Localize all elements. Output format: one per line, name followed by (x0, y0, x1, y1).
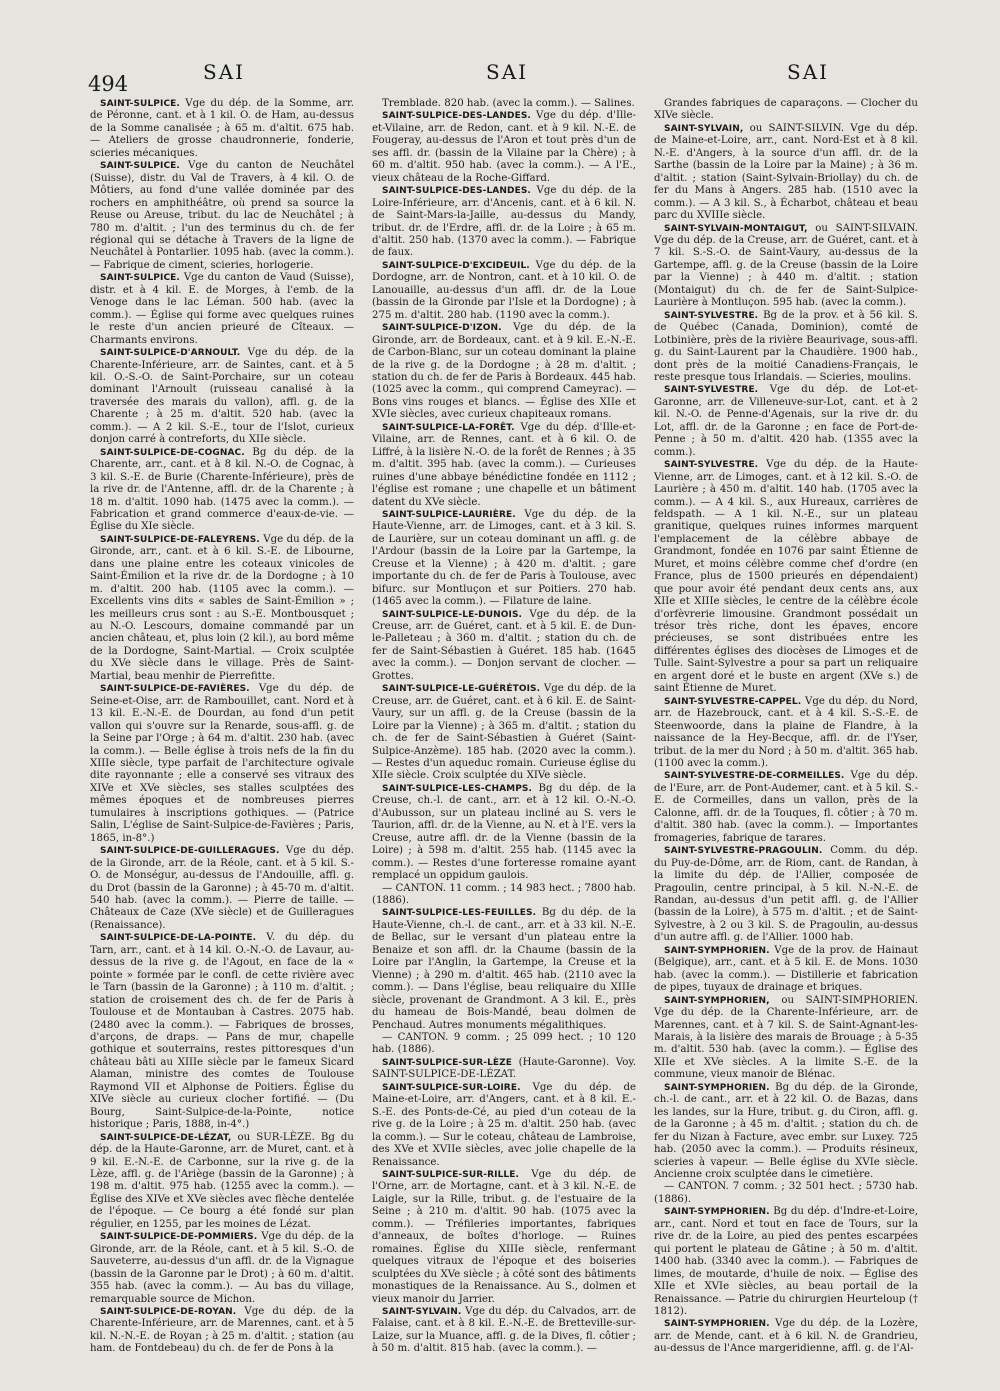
entry-text: Vge du dép. de l'Eure, arr. de Pont-Audemer, cant. et à 5 kil. S.-E. de Cormeilles, dans un vallon, près de la Calonne, affl. dr. de la Touques, fl. côtier ; à 70 m. d'altit. 380 hab. (avec la comm.). — Importantes fromageries, fabrique de tarares. (654, 770, 918, 844)
dictionary-entry (90, 447, 354, 534)
dictionary-entry (654, 384, 918, 459)
dictionary-entry (90, 1231, 354, 1306)
dictionary-entry (90, 272, 354, 347)
dictionary-entry (654, 1318, 918, 1355)
dictionary-entry (372, 1306, 636, 1356)
entry-headword: SAINT-SULPICE-D'ARNOULT. (100, 348, 241, 359)
entry-text: Bg du dép. de la Creuse, ch.-l. de cant., arr. et à 12 kil. O.-N.-O. d'Aubusson, sur un plateau incliné au S. vers le Taurion, affl. dr. de la Vienne, au N. et à l'E. vers la Creuse, autre affl. dr. de la Vienne (bassin de la Loire) ; à 598 m. d'altit. 255 hab. (1145 avec la comm.). — Restes d'une forteresse romaine ayant remplacé un oppidum gaulois. (372, 782, 636, 882)
entry-text: Vge du dép. de la Gironde, arr. de Bordeaux, cant. et à 9 kil. E.-N.-E. de Carbon-Blanc, sur un coteau dominant la plaine de la rive g. de la Dordogne ; à 28 m. d'altit. ; station du ch. de fer de Paris à Bordeaux. 445 hab. (1025 avec la comm., qui comprend Cameyrac). — Bons vins rouges et blancs. — Église des XIIe et XVIe siècles, avec curieux chapiteaux romans. (372, 322, 636, 421)
entry-headword: SAINT-SYMPHORIEN, (664, 995, 770, 1006)
entry-text: Vge du dép. de la Lozère, arr. de Mende, cant. et à 6 kil. N. de Grandrieu, au-dessus de l'Ance margeridienne, affl. g. de l'Al- (654, 1318, 918, 1355)
entry-headword: SAINT-SYLVESTRE. (664, 385, 759, 396)
dictionary-entry (90, 1132, 354, 1232)
entry-text: Bg du dép. de la Gironde, ch.-l. de cant., arr. et à 22 kil. O. de Bazas, dans les landes, sur la Hure, tribut. g. du Ciron, affl. g. de la Garonne ; à 45 m. d'altit. ; station du ch. de fer du Nizan à Facture, avec embr. sur Luxey. 725 hab. (2050 avec la comm.). — Produits résineux, scieries à vapeur. — Belle église du XVIe siècle. Ancienne croix sculptée dans le cimetière. (654, 1081, 918, 1180)
entry-text: Vge du dép. de la Creuse, arr. de Guéret, cant. et à 6 kil. E. de Saint-Vaury, sur un affl. g. de la Creuse (bassin de la Loire par la Vienne) ; à 365 m. d'altit. ; station du ch. de fer de Saint-Sébastien à Guéret (Saint-Sulpice-Anzème). 185 hab. (2020 avec la comm.). — Restes d'un aqueduc romain. Curieuse église du XIIe siècle. Croix sculptée du XIVe siècle. (372, 683, 636, 782)
entry-headword: SAINT-SULPICE-SUR-RILLE. (382, 1169, 520, 1180)
dictionary-entry (372, 683, 636, 783)
dictionary-entry (654, 1082, 918, 1182)
entry-headword: SAINT-SULPICE-LES-FEUILLES. (382, 908, 537, 919)
entry-headword: SAINT-SYLVESTRE-DE-CORMEILLES. (664, 771, 845, 782)
entry-headword: SAINT-SULPICE-DE-LA-POINTE. (100, 933, 257, 944)
dictionary-entry (654, 223, 918, 310)
entry-headword: SAINT-SULPICE-DE-POMMIERS. (100, 1232, 258, 1243)
entry-headword: SAINT-SYLVAIN-MONTAIGUT, (664, 223, 808, 234)
dictionary-entry (654, 945, 918, 995)
entry-headword: SAINT-SYMPHORIEN. (664, 1319, 770, 1330)
entry-headword: SAINT-SULPICE-DE-FAVIÈRES. (100, 684, 250, 695)
dictionary-entry (654, 1181, 918, 1206)
entry-text: Bg du dép. de la Haute-Vienne, ch.-l. de cant., arr. et à 33 kil. N.-E. de Bellac, sur le versant d'un plateau entre la Benaize et son affl. dr. la Chaume (bassin de la Loire par l'Anglin, la Gartempe, la Creuse et la Vienne) ; à 290 m. d'altit. 465 hab. (2110 avec la comm.). — Dans l'église, beau reliquaire du XIIIe siècle, provenant de Grandmont. A 3 kil. E., près du hameau de Bois-Mandé, beau dolmen de Penchaud. Autres monuments mégalithiques. (372, 907, 636, 1031)
entry-text: Vge du dép. de la Haute-Vienne, arr. de Limoges, cant. et à 3 kil. S. de Laurière, sur un coteau dominant un affl. g. de l'Ardour (bassin de la Loire par la Gartempe, la Creuse et la Vienne) ; à 420 m. d'altit. ; gare importante du ch. de fer de Paris à Toulouse, avec bifurc. sur Montluçon et sur Poitiers. 270 hab. (1465 avec la comm.). — Filature de laine. (372, 508, 636, 608)
entry-headword: SAINT-SULPICE-DE-FALEYRENS. (100, 534, 260, 545)
entry-text: Vge du dép. de la Gironde, arr. de la Réole, cant. et à 5 kil. S.-O. de Sauveterre, au-dessus d'un affl. dr. de la Vignague (bassin de la Garonne par le Drot) ; à 60 m. d'altit. 355 hab. (avec la comm.). — Au bas du village, remarquable source de Michon. (90, 1231, 354, 1305)
entry-text: Vge du dép. de la Gironde, arr. de la Réole, cant. et à 5 kil. S.-O. de Monségur, au-dessus de l'Andouille, affl. g. du Drot (bassin de la Garonne) ; à 45-70 m. d'altit. 540 hab. (avec la comm.). — Pierre de taille. — Châteaux de Caze (XVe siècle) et de Guilleragues (Renaissance). (90, 845, 354, 931)
dictionary-entry (90, 932, 354, 1131)
entry-text: Bg du dép. de la Charente, arr., cant. et à 8 kil. N.-O. de Cognac, à 3 kil. S.-E. de Burie (Charente-Inférieure), près de la rive dr. de l'Antenne, affl. dr. de la Charente ; à 18 m. d'altit. 1090 hab. (1475 avec la comm.). — Fabrication et grand commerce d'eaux-de-vie. — Église du XIe siècle. (90, 446, 354, 533)
entry-headword: SAINT-SULPICE. (100, 273, 180, 284)
dictionary-entry (372, 509, 636, 609)
entry-headword: SAINT-SYLVESTRE. (664, 460, 759, 471)
entry-headword: SAINT-SYLVAIN, (664, 123, 744, 134)
entry-headword: SAINT-SULPICE-LA-FORÊT. (382, 422, 515, 433)
entry-headword: SAINT-SULPICE-LAURIÈRE. (382, 509, 516, 520)
entry-text: Vge du dép. de la Haute-Vienne, arr. de Limoges, cant. et à 12 kil. S.-O. de Laurière ; à 450 m. d'altit. 140 hab. (1705 avec la comm.). — A 4 kil. S., aux Hureaux, carrières de feldspath. — A 1 kil. N.-E., sur un plateau granitique, quelques ruines informes marquent l'emplacement de la célèbre abbaye de Grandmont, fondée en 1076 par saint Étienne de Muret, et moins célèbre comme chef d'ordre (en France, plus de 1500 prieurés en dépendaient) que pour avoir été pendant deux cents ans, aux XIIe et XIIIe siècles, le centre de la célèbre école d'orfèvrerie limousine. Grandmont possédait un trésor très riche, dont les épaves, encore précieuses, se sont distribuées entre les différentes églises des diocèses de Limoges et de Tulle. Saint-Sylvestre a pour sa part un reliquaire en argent doré et le buste en argent (XVe s.) de saint Étienne de Muret. (654, 459, 918, 695)
dictionary-entry (654, 123, 918, 223)
dictionary-entry (372, 185, 636, 260)
dictionary-entry (654, 310, 918, 385)
entry-headword: SAINT-SULPICE-LES-CHAMPS. (382, 783, 532, 794)
entry-text: Vge du dép. de l'Orne, arr. de Mortagne, cant. et à 3 kil. N.-E. de Laigle, sur la Rille, tribut. g. de l'estuaire de la Seine ; à 210 m. d'altit. 90 hab. (1075 avec la comm.). — Tréfileries importantes, fabriques d'anneaux, de boîtes d'horloge. — Ruines romaines. Église du XIIIe siècle, renfermant quelques vitraux de l'époque et des boiseries sculptées du XVe siècle ; à côté sont des bâtiments monastiques de la Renaissance. Au S., dolmen et vieux manoir du Jarrier. (372, 1168, 636, 1305)
dictionary-entry (654, 995, 918, 1082)
running-head-left: SAI (203, 60, 246, 84)
dictionary-entry (372, 883, 636, 908)
page-number: 494 (88, 72, 129, 96)
entry-text: Vge du dép. d'Ille-et-Vilaine, arr. de Rennes, cant. et à 6 kil. O. de Liffré, à la lisière N.-O. de la forêt de Rennes ; à 35 m. d'altit. 395 hab. (avec la comm.). — Curieuses ruines d'une abbaye bénédictine fondée en 1112 ; l'église est romane ; une chapelle et un bâtiment datent du XVe siècle. (372, 421, 636, 508)
running-head-center: SAI (486, 60, 529, 84)
dictionary-entry (654, 98, 918, 123)
entry-text: Vge du dép. de la Dordogne, arr. de Nontron, cant. et à 10 kil. O. de Lanouaille, au-dessus d'un affl. dr. de la Loue (bassin de la Gironde par l'Isle et la Dordogne) ; à 275 m. d'altit. 280 hab. (1190 avec la comm.). (372, 259, 636, 321)
entry-headword: SAINT-SULPICE. (100, 99, 180, 109)
dictionary-entry (654, 845, 918, 945)
dictionary-entry (654, 1206, 918, 1318)
dictionary-entry (372, 422, 636, 509)
dictionary-entry (372, 98, 636, 110)
dictionary-entry (90, 160, 354, 272)
dictionary-entry (90, 347, 354, 447)
entry-text: Vge du dép. de la Creuse, arr. de Guéret, cant. et à 5 kil. E. de Dun-le-Palleteau ; à 360 m. d'altit. ; station du ch. de fer de Saint-Sébastien à Guéret. 185 hab. (1645 avec la comm.). — Donjon servant de clocher. — Grottes. (372, 608, 636, 682)
dictionary-entry (372, 322, 636, 422)
entry-text: — CANTON. 9 comm. ; 25 099 hect. ; 10 120 hab. (1886). (372, 1031, 636, 1056)
entry-text: Vge du dép. de la Gironde, arr., cant. et à 6 kil. S.-E. de Libourne, dans une plaine entre les coteaux vinicoles de Saint-Émilion et la rive dr. de la Dordogne ; à 10 m. d'altit. 200 hab. (1105 avec la comm.). — Excellents vins dits « sables de Saint-Émilion » ; les meilleurs crus sont : au S.-E. Montbousquet ; au N.-O. Lescours, domaine commandé par un ancien château, et, plus loin (2 kil.), au bord même de la Dordogne, Saint-Martial. — Croix sculptée du XVe siècle dans le village. Près de Saint-Martial, beau menhir de Pierrefitte. (90, 533, 354, 682)
entry-text: Tremblade. 820 hab. (avec la comm.). — Salines. (382, 98, 635, 109)
entry-headword: SAINT-SULPICE-DES-LANDES. (382, 111, 531, 122)
running-head-right: SAI (787, 60, 830, 84)
entry-text: V. du dép. du Tarn, arr., cant. et à 14 kil. O.-N.-O. de Lavaur, au-dessus de la rive g. de l'Agout, en face de la « pointe » formée par le confl. de cette rivière avec le Tarn (bassin de la Garonne) ; à 110 m. d'altit. ; station de croisement des ch. de fer de Paris à Toulouse et de Montauban à Castres. 2075 hab. (2480 avec la comm.). — Fabriques de brosses, d'arçons, de draps. — Pans de mur, chapelle gothique et souterrains, restes pittoresques d'un château bâti au XIIIe siècle par le fameux Sicard Alaman, ministre des comtes de Toulouse Raymond VII et Alphonse de Poitiers. Église du XIVe siècle au curieux clocher fortifié. — (Du Bourg, Saint-Sulpice-de-la-Pointe, notice historique ; Paris, 1888, in-4°.) (90, 932, 354, 1131)
entry-text: Vge du dép. de Maine-et-Loire, arr. d'Angers, cant. et à 8 kil. E.-S.-E. des Ponts-de-Cé, au pied d'un coteau de la rive g. de la Loire ; à 25 m. d'altit. 250 hab. (avec la comm.). — Sur le coteau, château de Lambroise, des XVe et XVIIe siècles, avec jolie chapelle de la Renaissance. (372, 1081, 636, 1168)
entry-text: Vge du dép. de la Charente-Inférieure, arr. de Saintes, cant. et à 5 kil. O.-S.-O. de Saint-Porchaire, sur un coteau dominant l'Arnoult (ruisseau canalisé à la traversée des marais du vallon), affl. g. de la Charente ; à 25 m. d'altit. 520 hab. (avec la comm.). — A 2 kil. S.-E., tour de l'Islot, curieux donjon carré à contreforts, du XIIe siècle. (90, 347, 354, 446)
entry-text: ou SAINT-SILVIN. Vge du dép. de Maine-et-Loire, arr., cant. Nord-Est et à 8 kil. N.-E. d'Angers, à la source d'un affl. dr. de la Sarthe (bassin de la Loire par la Maine) ; à 36 m. d'altit. ; station (Saint-Sylvain-Briollay) du ch. de fer du Mans à Angers. 285 hab. (1510 avec la comm.). — A 3 kil. S., à Écharbot, château et beau parc du XVIIIe siècle. (654, 122, 918, 222)
column-1 (90, 98, 354, 1356)
dictionary-entry (372, 1082, 636, 1169)
dictionary-entry (372, 260, 636, 322)
entry-headword: SAINT-SYMPHORIEN. (664, 1207, 770, 1218)
dictionary-entry (90, 1306, 354, 1356)
entry-text: Vge du dép. du Calvados, arr. de Falaise, cant. et à 8 kil. E.-N.-E. de Bretteville-sur-Laize, sur la Muance, affl. g. de la Dives, fl. côtier ; à 50 m. d'altit. 815 hab. (avec la comm.). — (372, 1305, 636, 1355)
entry-headword: SAINT-SULPICE-D'IZON. (382, 323, 502, 334)
entry-headword: SAINT-SULPICE-SUR-LÈZE (382, 1057, 513, 1068)
dictionary-entry (654, 459, 918, 696)
column-2 (372, 98, 636, 1356)
entry-text: Vge du dép. de Lot-et-Garonne, arr. de Villeneuve-sur-Lot, cant. et à 2 kil. N.-O. de Penne-d'Agenais, sur la rive dr. du Lot, affl. dr. de la Garonne ; en face de Port-de-Penne ; à 50 m. d'altit. 420 hab. (1355 avec la comm.). (654, 384, 918, 458)
entry-text: — CANTON. 7 comm. ; 32 501 hect. ; 5730 hab. (1886). (654, 1181, 918, 1205)
entry-text: Comm. du dép. du Puy-de-Dôme, arr. de Riom, cant. de Randan, à la limite du dép. de l'Allier, composée de Pragoulin, centre principal, à 5 kil. N.-N.-E. de Randan, au-dessus d'un petit affl. g. de l'Allier (bassin de la Loire), à 575 m. d'altit. ; et de Saint-Sylvestre, à 2 ou 3 kil. S. de Pragoulin, au-dessus d'un autre affl. g. de l'Allier. 1000 hab. (654, 845, 918, 944)
entry-headword: SAINT-SULPICE-LE-GUÉRÉTOIS. (382, 684, 541, 695)
dictionary-entry (372, 783, 636, 883)
page-header (0, 0, 1000, 100)
dictionary-entry (90, 683, 354, 845)
entry-text: Vge du dép. de la Somme, arr. de Péronne, cant. et à 1 kil. O. de Ham, au-dessus de la Somme canalisée ; à 65 m. d'altit. 675 hab. — Ateliers de grosse chaudronnerie, fonderie, scieries mécaniques. (90, 98, 354, 159)
entry-headword: SAINT-SYLVESTRE-PRAGOULIN. (664, 846, 823, 857)
entry-text: ou SAINT-SILVAIN. Vge du dép. de la Creuse, arr. de Guéret, cant. et à 7 kil. S.-S.-O. de Saint-Vaury, au-dessus de la Gartempe, affl. g. de la Creuse (bassin de la Loire par la Vienne) ; à 440 m. d'altit. ; station (Montaigut) du ch. de fer de Saint-Sulpice-Laurière à Montluçon. 595 hab. (avec la comm.). (654, 222, 918, 309)
entry-headword: SAINT-SYLVESTRE-CAPPEL. (664, 696, 802, 707)
entry-text: (Haute-Garonne). Voy. SAINT-SULPICE-DE-LÉZAT. (372, 1056, 636, 1081)
entry-text: Vge du dép. de la Loire-Inférieure, arr. d'Ancenis, cant. et à 6 kil. N. de Saint-Mars-la-Jaille, au-dessus du Mandy, tribut. dr. de l'Erdre, affl. dr. de la Loire ; à 65 m. d'altit. 250 hab. (1370 avec la comm.). — Fabrique de faux. (372, 185, 636, 259)
dictionary-entry (372, 1169, 636, 1306)
entry-text: Vge du dép. du Nord, arr. de Hazebrouck, cant. et à 4 kil. S.-S.-E. de Steenwoorde, dans la plaine de Flandre, à la naissance de la Hey-Becque, affl. dr. de l'Yser, tribut. de la mer du Nord ; à 50 m. d'altit. 365 hab. (1100 avec la comm.). (654, 695, 919, 770)
dictionary-entry (654, 770, 918, 845)
entry-text: Bg de la prov. et à 56 kil. S. de Québec (Canada, Dominion), comté de Lotbinière, près de la rivière Beaurivage, sous-affl. g. du Saint-Laurent par la Chaudière. 1900 hab., dont près de la moitié Canadiens-Français, le reste presque tous Irlandais. — Scieries, moulins. (654, 309, 918, 383)
entry-text: Vge du dép. d'Ille-et-Vilaine, arr. de Redon, cant. et à 9 kil. N.-E. de Fougeray, au-dessus de l'Aron et tout près d'un de ses affl. dr. (bassin de la Vilaine par la Chère) ; à 60 m. d'altit. 950 hab. (avec la comm.). — A l'E., vieux château de la Roche-Giffard. (372, 110, 636, 184)
dictionary-entry (372, 1032, 636, 1057)
entry-headword: SAINT-SULPICE-DE-COGNAC. (100, 447, 245, 458)
dictionary-entry (372, 110, 636, 185)
entry-text: Bg du dép. d'Indre-et-Loire, arr., cant. Nord et tout en face de Tours, sur la rive dr. de la Loire, au pied des pentes escarpées qui portent le plateau de Gâtine ; à 50 m. d'altit. 1400 hab. (3340 avec la comm.). — Fabriques de limes, de moutarde, d'huile de noix. — Église des XIIe et XVIe siècles, au beau portail de la Renaissance. — Patrie du chirurgien Heurteloup († 1812). (654, 1206, 918, 1317)
entry-headword: SAINT-SULPICE-DE-GUILLERAGUES. (100, 846, 280, 857)
entry-text: ou SUR-LÈZE. Bg du dép. de la Haute-Garonne, arr. de Muret, cant. et à 9 kil. E.-N.-E. de Carbonne, sur la rive g. de la Lèze, affl. g. de l'Ariège (bassin de la Garonne) ; à 198 m. d'altit. 975 hab. (1255 avec la comm.). — Église des XIVe et XVe siècles avec flèche dentelée de l'époque. — Ce bourg a été fondé sur plan régulier, en 1255, par les moines de Lézat. (90, 1131, 354, 1230)
entry-headword: SAINT-SULPICE-D'EXCIDEUIL. (382, 260, 530, 271)
entry-headword: SAINT-SYLVESTRE. (664, 310, 759, 321)
entry-headword: SAINT-SYMPHORIEN. (664, 1082, 770, 1093)
entry-text: Vge du canton de Vaud (Suisse), distr. et à 4 kil. E. de Morges, à l'emb. de la Venoge dans le lac Léman. 500 hab. (avec la comm.). — Église qui forme avec quelques ruines le reste d'un ancien prieuré de Cîteaux. — Charmants environs. (90, 272, 354, 346)
entry-text: ou SAINT-SIMPHORIEN. Vge du dép. de la Charente-Inférieure, arr. de Marennes, cant. et à 7 kil. S. de Saint-Agnant-les-Marais, à la lisière des marais de Brouage ; à 5-35 m. d'altit. 530 hab. (avec la comm.). — Église des XIIe et XVe siècles. A la limite S.-E. de la commune, vieux manoir de Blénac. (654, 994, 918, 1081)
entry-text: Vge de la prov. de Hainaut (Belgique), arr., cant. et à 5 kil. E. de Mons. 1030 hab. (avec la comm.). — Distillerie et fabrication de pipes, tuyaux de drainage et briques. (654, 944, 918, 994)
dictionary-entry (654, 696, 918, 771)
entry-headword: SAINT-SULPICE-LE-DUNOIS. (382, 609, 523, 620)
dictionary-entry (90, 98, 354, 160)
entry-headword: SAINT-SYMPHORIEN. (664, 945, 770, 956)
dictionary-entry (372, 1057, 636, 1082)
entry-text: Vge du canton de Neuchâtel (Suisse), distr. du Val de Travers, à 4 kil. O. de Môtiers, au fond d'une vallée dominée par des rochers en amphithéâtre, où prend sa source la Reuse ou Areuse, tribut. du lac de Neuchâtel ; à 780 m. d'altit. ; l'un des terminus du ch. de fer régional qui se détache à Travers de la ligne de Neuchâtel à Pontarlier. 1095 hab. (avec la comm.). — Fabrique de ciment, scieries, horlogerie. (90, 160, 354, 271)
column-3 (654, 98, 918, 1356)
entry-text: Vge du dép. de la Charente-Inférieure, arr. de Marennes, cant. et à 5 kil. N.-N.-E. de Royan ; à 25 m. d'altit. ; station (au ham. de Fontdebeau) du ch. de fer de Pons à la (90, 1305, 354, 1355)
entry-headword: SAINT-SULPICE. (100, 161, 180, 172)
dictionary-entry (372, 609, 636, 684)
entry-headword: SAINT-SULPICE-DE-ROYAN. (100, 1306, 237, 1317)
entry-headword: SAINT-SULPICE-DES-LANDES. (382, 186, 531, 197)
dictionary-entry (90, 845, 354, 932)
dictionary-entry (372, 907, 636, 1032)
entry-headword: SAINT-SULPICE-SUR-LOIRE. (382, 1082, 521, 1093)
entry-text: — CANTON. 11 comm. ; 14 983 hect. ; 7800 hab. (1886). (372, 882, 636, 906)
entry-headword: SAINT-SULPICE-DE-LÉZAT, (100, 1132, 232, 1143)
entry-headword: SAINT-SYLVAIN. (382, 1306, 462, 1317)
entry-text: Grandes fabriques de caparaçons. — Clocher du XIVe siècle. (654, 98, 918, 122)
entry-text: Vge du dép. de Seine-et-Oise, arr. de Rambouillet, cant. Nord et à 13 kil. E.-N.-E. de Dourdan, au fond d'un petit vallon qui s'ouvre sur la Renarde, sous-affl. g. de la Seine par l'Orge ; à 64 m. d'altit. 230 hab. (avec la comm.). — Belle église à trois nefs de la fin du XIIIe siècle, type parfait de l'architecture ogivale dite rayonnante ; elle a conservé ses vitraux des XIVe et XVe siècles, ses stalles sculptées des mêmes époques et de nombreuses pierres tumulaires à inscriptions gothiques. — (Patrice Salin, L'église de Saint-Sulpice-de-Favières ; Paris, 1865, in-8°.) (90, 683, 354, 844)
dictionary-entry (90, 534, 354, 683)
